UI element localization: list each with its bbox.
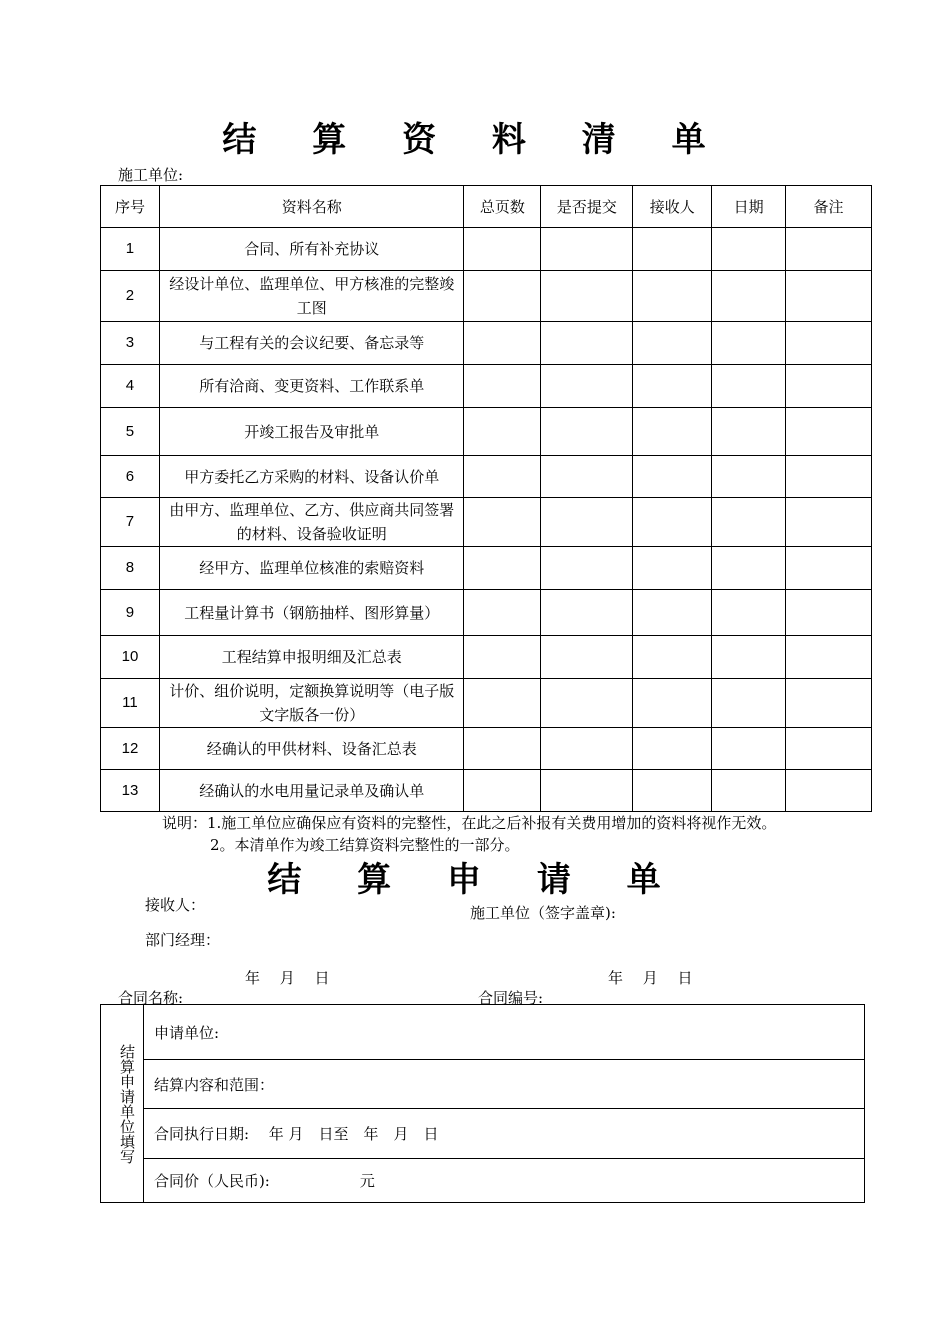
application-form-table xyxy=(100,1004,865,1203)
row-number: 11 xyxy=(101,679,160,728)
header-cell: 备注 xyxy=(786,186,872,228)
header-cell: 总页数 xyxy=(464,186,541,228)
note-line-2: 2。本清单作为竣工结算资料完整性的一部分。 xyxy=(210,836,520,854)
row-number: 3 xyxy=(101,322,160,365)
row-number: 12 xyxy=(101,728,160,770)
row-number: 10 xyxy=(101,636,160,679)
row-number: 2 xyxy=(101,271,160,322)
row-number: 1 xyxy=(101,228,160,271)
table-row xyxy=(101,547,872,590)
table-row xyxy=(101,636,872,679)
table-row xyxy=(101,770,872,812)
document-name: 工程结算申报明细及汇总表 xyxy=(159,636,464,679)
row-number: 5 xyxy=(101,408,160,456)
note-line-1: 说明：1.施工单位应确保应有资料的完整性，在此之后补报有关费用增加的资料将视作无效。 xyxy=(162,814,777,832)
header-cell: 资料名称 xyxy=(159,186,464,228)
table-row xyxy=(101,590,872,636)
dept-manager-label: 部门经理： xyxy=(145,931,221,949)
table-row xyxy=(101,322,872,365)
row-number: 7 xyxy=(101,498,160,547)
table-row xyxy=(101,679,872,728)
date-right: 年 月 日 xyxy=(608,969,693,987)
row-number: 8 xyxy=(101,547,160,590)
contract-period-field[interactable]: 合同执行日期: 年 月 日至 年 月 日 xyxy=(143,1109,864,1159)
application-title: 结 算 申 请 单 xyxy=(267,860,683,900)
document-name: 工程量计算书（钢筋抽样、图形算量） xyxy=(159,590,464,636)
document-name: 合同、所有补充协议 xyxy=(159,228,464,271)
contract-no-label: 合同编号: xyxy=(478,989,544,1007)
contract-name-label: 合同名称: xyxy=(118,989,184,1007)
table-row xyxy=(101,365,872,408)
checklist-table xyxy=(100,185,872,812)
contract-price-field[interactable]: 合同价（人民币): 元 xyxy=(143,1159,864,1203)
table-row xyxy=(101,228,872,271)
table-header-row xyxy=(101,186,872,228)
row-number: 4 xyxy=(101,365,160,408)
receiver-label: 接收人： xyxy=(145,896,206,914)
document-name: 经确认的甲供材料、设备汇总表 xyxy=(159,728,464,770)
document-name: 计价、组价说明，定额换算说明等（电子版文字版各一份） xyxy=(159,679,464,728)
applicant-unit-field[interactable]: 申请单位: xyxy=(143,1005,864,1060)
document-name: 甲方委托乙方采购的材料、设备认价单 xyxy=(159,456,464,498)
header-cell: 是否提交 xyxy=(541,186,633,228)
table-row xyxy=(101,271,872,322)
row-number: 6 xyxy=(101,456,160,498)
settlement-scope-field[interactable]: 结算内容和范围： xyxy=(143,1060,864,1109)
row-number: 13 xyxy=(101,770,160,812)
header-cell: 日期 xyxy=(712,186,786,228)
contractor-sign-label: 施工单位（签字盖章): xyxy=(470,904,616,922)
list-title: 结 算 资 料 清 单 xyxy=(222,120,728,160)
document-name: 经甲方、监理单位核准的索赔资料 xyxy=(159,547,464,590)
contractor-label: 施工单位: xyxy=(118,166,184,184)
side-label xyxy=(101,1005,144,1203)
document-name: 经设计单位、监理单位、甲方核准的完整竣工图 xyxy=(159,271,464,322)
date-left: 年 月 日 xyxy=(245,969,330,987)
document-name: 所有洽商、变更资料、工作联系单 xyxy=(159,365,464,408)
table-row xyxy=(101,456,872,498)
table-row xyxy=(101,408,872,456)
table-row xyxy=(101,728,872,770)
header-cell: 接收人 xyxy=(633,186,712,228)
header-cell: 序号 xyxy=(101,186,160,228)
document-name: 与工程有关的会议纪要、备忘录等 xyxy=(159,322,464,365)
document-name: 经确认的水电用量记录单及确认单 xyxy=(159,770,464,812)
document-name: 开竣工报告及审批单 xyxy=(159,408,464,456)
document-name: 由甲方、监理单位、乙方、供应商共同签署的材料、设备验收证明 xyxy=(159,498,464,547)
side-label-text: 结算申请单位填写 xyxy=(117,1043,136,1164)
table-row xyxy=(101,498,872,547)
row-number: 9 xyxy=(101,590,160,636)
